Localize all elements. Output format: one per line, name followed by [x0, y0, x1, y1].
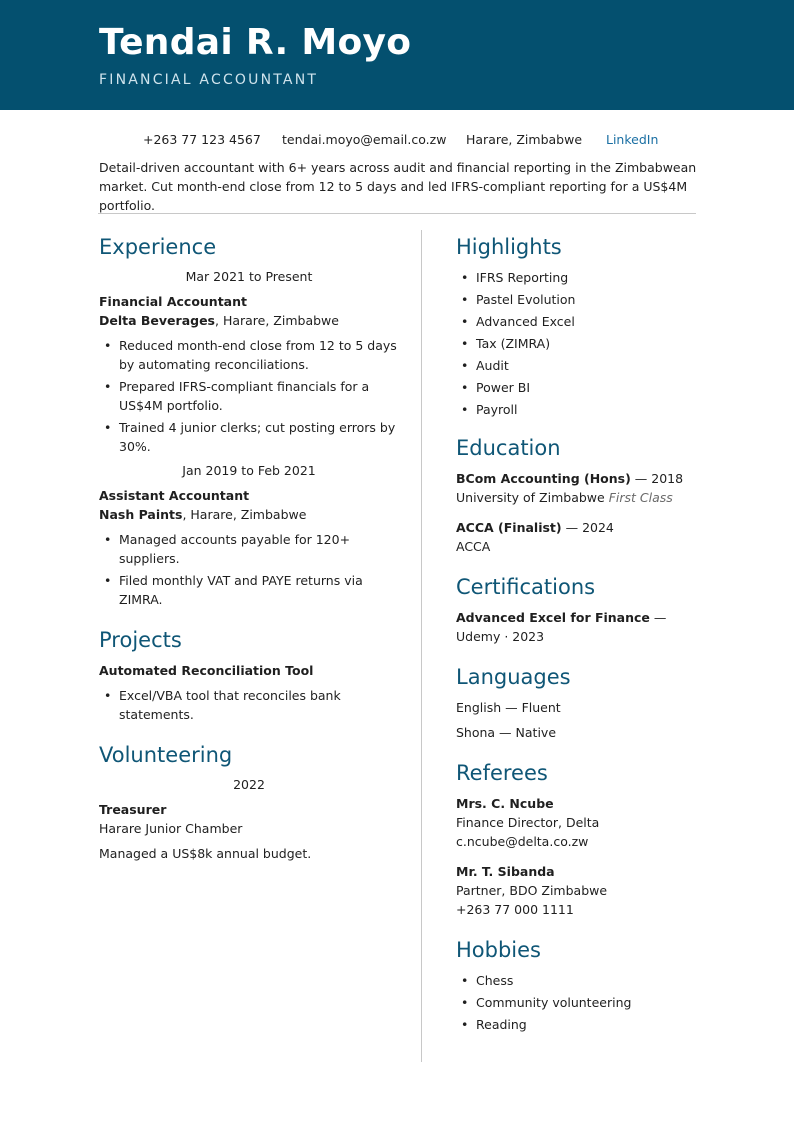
left-column: [99, 232, 399, 863]
referee-position: Finance Director, Delta: [456, 815, 600, 830]
referee-entry: [456, 794, 696, 851]
company-name: Delta Beverages: [99, 313, 215, 328]
job-role: FINANCIAL ACCOUNTANT: [99, 72, 319, 88]
education-degree: BCom Accounting (Hons): [456, 471, 631, 486]
volunteering-org: Harare Junior Chamber: [99, 821, 243, 836]
list-item: • Managed accounts payable for 120+ suppliers.: [99, 530, 399, 568]
job-bullets: [99, 530, 399, 609]
certification-detail: — Udemy · 2023: [456, 610, 667, 644]
contact-email[interactable]: tendai.moyo@email.co.zw: [282, 132, 447, 147]
education-entry: [456, 518, 696, 556]
referee-name: Mrs. C. Ncube: [456, 796, 554, 811]
certification-name: Advanced Excel for Finance: [456, 610, 650, 625]
referee-contact: +263 77 000 1111: [456, 902, 574, 917]
job-dates: Jan 2019 to Feb 2021: [182, 463, 316, 478]
project-entry: [99, 661, 399, 724]
referee-name: Mr. T. Sibanda: [456, 864, 555, 879]
highlights-heading: Highlights: [456, 235, 562, 259]
candidate-name: Tendai R. Moyo: [99, 22, 412, 63]
contact-location: Harare, Zimbabwe: [466, 132, 583, 147]
education-degree: ACCA (Finalist): [456, 520, 562, 535]
job-entry: [99, 268, 399, 456]
languages-heading: Languages: [456, 665, 571, 689]
job-dates: Mar 2021 to Present: [185, 269, 313, 284]
job-company-line: [99, 505, 399, 524]
linkedin-link[interactable]: LinkedIn: [606, 132, 659, 147]
referee-position: Partner, BDO Zimbabwe: [456, 883, 608, 898]
certification-entry: [456, 608, 696, 646]
education-degree-line: [456, 469, 696, 488]
job-company-line: [99, 311, 399, 330]
list-item: • Payroll: [456, 400, 696, 419]
education-year: — 2024: [561, 520, 614, 535]
list-item: • Pastel Evolution: [456, 290, 696, 309]
professional-summary: Detail-driven accountant with 6+ years across audit and financial reporting in the Zimbabwean market. Cut month-end close from 12 to 5 days and led IFRS-compliant reporting for a US$4M portfolio.: [99, 160, 697, 213]
highlights-list: [456, 268, 696, 419]
volunteering-entry: [99, 776, 399, 863]
volunteering-title: Treasurer: [99, 802, 167, 817]
job-title: Assistant Accountant: [99, 488, 250, 503]
education-school: ACCA: [456, 539, 491, 554]
experience-heading: Experience: [99, 235, 217, 259]
referee-entry: [456, 862, 696, 919]
education-honours: First Class: [608, 490, 673, 505]
right-column: [456, 232, 696, 1037]
header-banner: [0, 0, 794, 110]
language-item: English — Fluent: [456, 700, 561, 715]
referees-heading: Referees: [456, 761, 548, 785]
list-item: • Excel/VBA tool that reconciles bank statements.: [99, 686, 399, 724]
list-item: • Power BI: [456, 378, 696, 397]
project-bullets: [99, 686, 399, 724]
education-heading: Education: [456, 436, 561, 460]
list-item: • Community volunteering: [456, 993, 696, 1012]
certifications-heading: Certifications: [456, 575, 596, 599]
education-year: — 2018: [630, 471, 684, 486]
list-item: • Audit: [456, 356, 696, 375]
volunteering-description: Managed a US$8k annual budget.: [99, 846, 312, 861]
list-item: • Chess: [456, 971, 696, 990]
job-entry: [99, 462, 399, 609]
company-location: , Harare, Zimbabwe: [215, 313, 339, 328]
hobbies-heading: Hobbies: [456, 938, 541, 962]
hobbies-list: [456, 971, 696, 1034]
list-item: • Filed monthly VAT and PAYE returns via ZIMRA.: [99, 571, 399, 609]
job-title: Financial Accountant: [99, 294, 247, 309]
company-location: , Harare, Zimbabwe: [182, 507, 307, 522]
referee-contact: c.ncube@delta.co.zw: [456, 834, 589, 849]
projects-heading: Projects: [99, 628, 182, 652]
list-item: • Reading: [456, 1015, 696, 1034]
language-item: Shona — Native: [456, 725, 557, 740]
list-item: • Advanced Excel: [456, 312, 696, 331]
list-item: • Tax (ZIMRA): [456, 334, 696, 353]
list-item: • Reduced month-end close from 12 to 5 days by automating reconciliations.: [99, 336, 399, 374]
education-school: University of Zimbabwe: [456, 490, 605, 505]
volunteering-date: 2022: [233, 777, 265, 792]
education-degree-line: [456, 518, 696, 537]
contact-phone: +263 77 123 4567: [143, 132, 261, 147]
list-item: • Trained 4 junior clerks; cut posting errors by 30%.: [99, 418, 399, 456]
column-divider: [421, 230, 422, 1062]
education-school-line: [456, 488, 696, 507]
company-name: Nash Paints: [99, 507, 183, 522]
list-item: • IFRS Reporting: [456, 268, 696, 287]
job-bullets: [99, 336, 399, 456]
volunteering-heading: Volunteering: [99, 743, 233, 767]
section-divider: [98, 213, 696, 214]
project-title: Automated Reconciliation Tool: [99, 663, 314, 678]
education-entry: [456, 469, 696, 507]
list-item: • Prepared IFRS-compliant financials for a US$4M portfolio.: [99, 377, 399, 415]
